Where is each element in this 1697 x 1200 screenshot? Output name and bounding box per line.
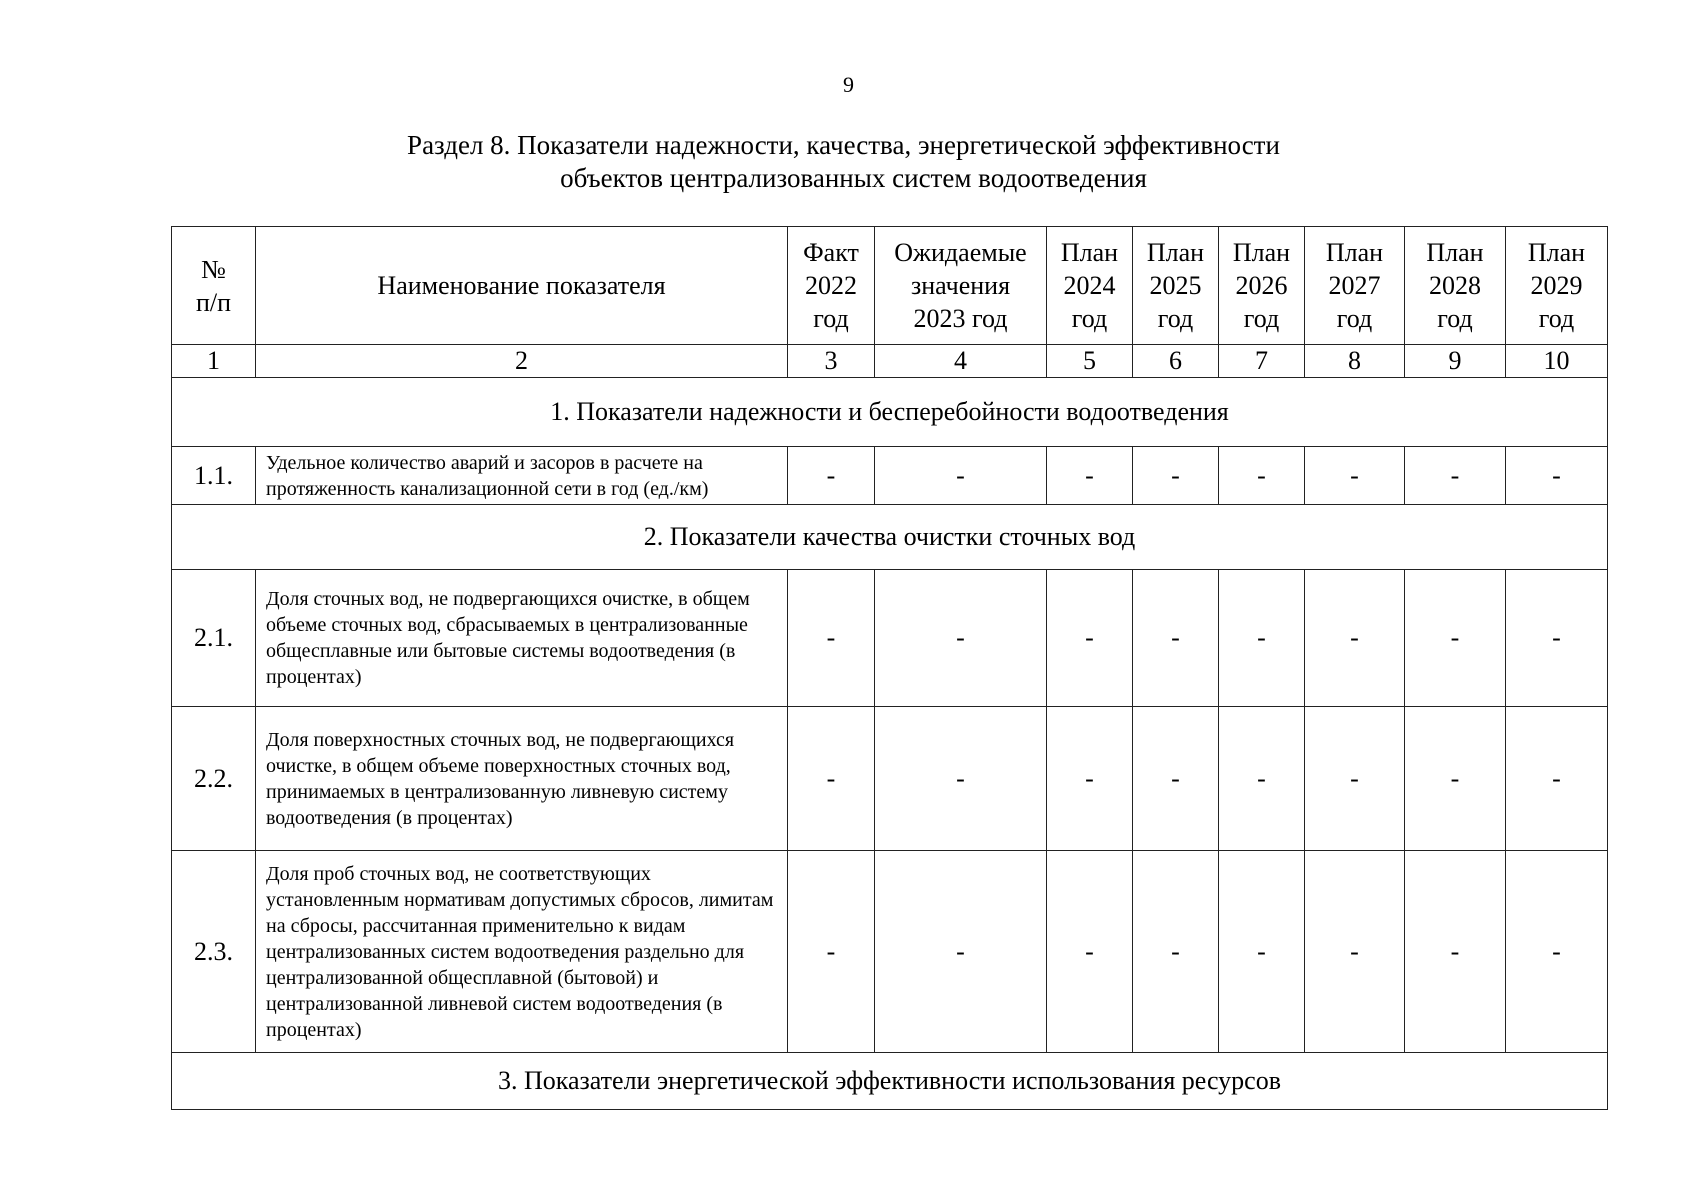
- header-line: 2027: [1328, 271, 1381, 300]
- section-title: [0, 129, 1697, 195]
- value-cell: -: [1405, 570, 1506, 707]
- column-number: 10: [1506, 345, 1608, 378]
- header-plan-2026: [1219, 227, 1305, 345]
- column-number: 2: [256, 345, 788, 378]
- row-number: 2.2.: [172, 707, 256, 851]
- header-line: Факт: [803, 238, 859, 267]
- value-cell: -: [1506, 570, 1608, 707]
- header-line: 2024: [1063, 271, 1116, 300]
- header-expected-2023: [875, 227, 1047, 345]
- table-row: [172, 851, 1608, 1053]
- header-line: год: [1071, 304, 1108, 333]
- value-cell: -: [1219, 447, 1305, 505]
- value-cell: -: [1305, 570, 1405, 707]
- header-plan-2028: [1405, 227, 1506, 345]
- table-row: [172, 447, 1608, 505]
- column-number-row: [172, 345, 1608, 378]
- header-plan-2025: [1133, 227, 1219, 345]
- value-cell: -: [1219, 707, 1305, 851]
- header-line: 2023 год: [913, 304, 1008, 333]
- value-cell: -: [1047, 570, 1133, 707]
- section-title-line-2: объектов централизованных систем водоотведения: [560, 163, 1147, 193]
- value-cell: -: [1305, 707, 1405, 851]
- page-number: 9: [843, 72, 854, 97]
- value-cell: -: [788, 570, 875, 707]
- section-row-treatment-quality: [172, 505, 1608, 570]
- indicator-name: Доля поверхностных сточных вод, не подвергающихся очистке, в общем объеме поверхностных сточных вод, принимаемых в централизованную ливневую систему водоотведения (в процентах): [256, 707, 788, 851]
- value-cell: -: [1305, 851, 1405, 1053]
- header-line: год: [1437, 304, 1473, 333]
- header-plan-2027: [1305, 227, 1405, 345]
- value-cell: -: [875, 570, 1047, 707]
- column-number: 8: [1305, 345, 1405, 378]
- indicator-name: Доля проб сточных вод, не соответствующих установленным нормативам допустимых сбросов, лимитам на сбросы, рассчитанная применительно к видам централизованных систем водоотведения раздельно для централизованной общесплавной (бытовой) и централизованной ливневой систем водоотведения (в процентах): [256, 851, 788, 1053]
- value-cell: -: [1133, 447, 1219, 505]
- indicator-name: Удельное количество аварий и засоров в расчете на протяженность канализационной сети в год (ед./км): [256, 447, 788, 505]
- value-cell: -: [1405, 851, 1506, 1053]
- section-row-reliability: [172, 378, 1608, 447]
- header-name-text: Наименование показателя: [377, 271, 666, 300]
- section-row-energy-efficiency: [172, 1053, 1608, 1110]
- header-line: год: [813, 304, 849, 333]
- header-line: План: [1146, 238, 1205, 267]
- indicator-name: Доля сточных вод, не подвергающихся очистке, в общем объеме сточных вод, сбрасываемых в централизованные общесплавные или бытовые системы водоотведения (в процентах): [256, 570, 788, 707]
- header-row: [172, 227, 1608, 345]
- column-number: 1: [172, 345, 256, 378]
- value-cell: -: [1405, 707, 1506, 851]
- header-line: План: [1060, 238, 1119, 267]
- header-num: [172, 227, 256, 345]
- value-cell: -: [1219, 851, 1305, 1053]
- table-row: [172, 570, 1608, 707]
- value-cell: -: [1047, 707, 1133, 851]
- header-line: год: [1538, 304, 1575, 333]
- indicators-table: [171, 226, 1608, 1110]
- header-line: План: [1527, 238, 1586, 267]
- header-line: 2028: [1429, 271, 1481, 300]
- column-number: 5: [1047, 345, 1133, 378]
- column-number: 9: [1405, 345, 1506, 378]
- section-heading: 1. Показатели надежности и бесперебойности водоотведения: [172, 378, 1608, 447]
- value-cell: -: [1506, 707, 1608, 851]
- column-number: 7: [1219, 345, 1305, 378]
- header-line: 2026: [1235, 271, 1288, 300]
- header-line: План: [1426, 238, 1484, 267]
- value-cell: -: [1133, 570, 1219, 707]
- header-line: 2025: [1149, 271, 1202, 300]
- column-number: 3: [788, 345, 875, 378]
- value-cell: -: [1047, 851, 1133, 1053]
- column-number: 6: [1133, 345, 1219, 378]
- header-num-line: №: [201, 254, 226, 284]
- header-line: год: [1157, 304, 1194, 333]
- section-heading: 3. Показатели энергетической эффективности использования ресурсов: [172, 1053, 1608, 1110]
- value-cell: -: [788, 447, 875, 505]
- value-cell: -: [875, 851, 1047, 1053]
- header-line: План: [1232, 238, 1291, 267]
- value-cell: -: [1405, 447, 1506, 505]
- value-cell: -: [788, 851, 875, 1053]
- value-cell: -: [1133, 851, 1219, 1053]
- value-cell: -: [1506, 447, 1608, 505]
- value-cell: -: [875, 447, 1047, 505]
- row-number: 2.3.: [172, 851, 256, 1053]
- header-line: Ожидаемые: [894, 238, 1027, 267]
- header-line: 2022: [805, 271, 857, 300]
- column-number: 4: [875, 345, 1047, 378]
- section-title-line-1: Раздел 8. Показатели надежности, качества, энергетической эффективности: [407, 130, 1280, 160]
- value-cell: -: [1219, 570, 1305, 707]
- header-line: значения: [910, 271, 1011, 300]
- header-line: год: [1243, 304, 1280, 333]
- row-number: 1.1.: [172, 447, 256, 505]
- value-cell: -: [788, 707, 875, 851]
- table-row: [172, 707, 1608, 851]
- header-name: [256, 227, 788, 345]
- value-cell: -: [1506, 851, 1608, 1053]
- value-cell: -: [1047, 447, 1133, 505]
- value-cell: -: [1305, 447, 1405, 505]
- row-number: 2.1.: [172, 570, 256, 707]
- header-line: год: [1336, 304, 1373, 333]
- header-line: План: [1325, 238, 1384, 267]
- value-cell: -: [1133, 707, 1219, 851]
- header-num-line: п/п: [195, 287, 232, 317]
- header-fact-2022: [788, 227, 875, 345]
- header-plan-2029: [1506, 227, 1608, 345]
- value-cell: -: [875, 707, 1047, 851]
- section-heading: 2. Показатели качества очистки сточных вод: [172, 505, 1608, 570]
- header-line: 2029: [1530, 271, 1583, 300]
- header-plan-2024: [1047, 227, 1133, 345]
